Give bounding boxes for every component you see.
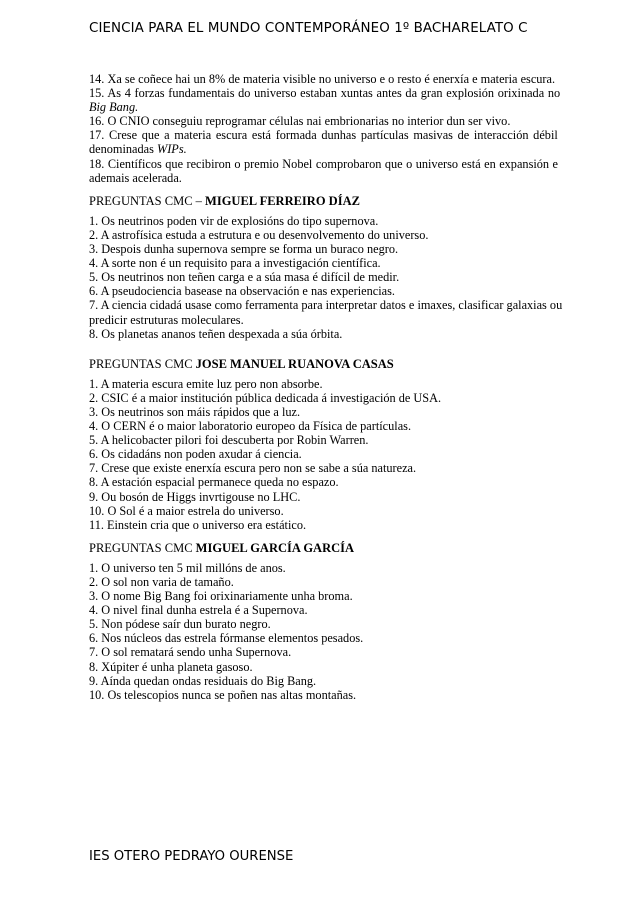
- section-heading: PREGUNTAS CMC MIGUEL GARCÍA GARCÍA: [89, 540, 355, 555]
- list-item: 18. Científicos que recibiron o premio Nobel comprobaron que o universo está en expansión e: [89, 156, 558, 171]
- list-item: 5. Os neutrinos non teñen carga e a súa masa é difícil de medir.: [89, 270, 400, 285]
- page-body: [89, 72, 563, 702]
- list-item: 8. A estación espacial permanece queda no espazo.: [89, 475, 339, 490]
- italic-text: WIPs.: [156, 142, 187, 157]
- list-item: 17. Crese que a materia escura está formada dunhas partículas masivas de interacción débil: [89, 128, 558, 143]
- section-jose-manuel-ruanova: [89, 357, 549, 532]
- list-item: predicir estruturas moleculares.: [89, 312, 244, 327]
- section-heading: PREGUNTAS CMC JOSE MANUEL RUANOVA CASAS: [89, 356, 394, 371]
- list-item: 3. Os neutrinos son máis rápidos que a luz.: [89, 404, 301, 419]
- italic-text: Big Bang.: [89, 100, 139, 115]
- list-item: 5. A helicobacter pilori foi descuberta por Robin Warren.: [89, 433, 369, 448]
- list-item: 2. CSIC é a maior institución pública dedicada á investigación de USA.: [89, 390, 442, 405]
- list-item: [89, 100, 549, 114]
- list-item: ademais acelerada.: [89, 170, 182, 185]
- intro-list: [89, 72, 561, 185]
- list-item: 2. O sol non varia de tamaño.: [89, 575, 234, 589]
- list-item: 7. A ciencia cidadá usase como ferramenta para interpretar datos e imaxes, clasificar galaxias ou: [89, 298, 563, 313]
- list-item: 7. Crese que existe enerxía escura pero non se sabe a súa natureza.: [89, 461, 417, 476]
- list-item: 1. A materia escura emite luz pero non absorbe.: [89, 376, 323, 391]
- list-item: 16. O CNIO conseguiu reprogramar células nai embrionarias no interior dun ser vivo.: [89, 114, 511, 129]
- page-footer: IES OTERO PEDRAYO OURENSE: [89, 849, 294, 864]
- author-name: JOSE MANUEL RUANOVA CASAS: [195, 356, 394, 371]
- list-item: denominadas WIPs.: [89, 142, 187, 157]
- list-item: 3. Despois dunha supernova sempre se forma un buraco negro.: [89, 242, 399, 257]
- list-item: 10. O Sol é a maior estrela do universo.: [89, 503, 284, 518]
- list-item: 9. Aínda quedan ondas residuais do Big Bang.: [89, 673, 317, 688]
- list-item: 11. Einstein cria que o universo era estático.: [89, 517, 307, 532]
- section-miguel-garcia: [89, 541, 549, 702]
- list-item: 14. Xa se coñece hai un 8% de materia visible no universo e o resto é enerxía e materia escura.: [89, 72, 556, 86]
- list-item: 6. A pseudociencia basease na observación e nas experiencias.: [89, 284, 395, 299]
- list-item: 1. Os neutrinos poden vir de explosións do tipo supernova.: [89, 213, 379, 228]
- author-name: MIGUEL FERREIRO DÍAZ: [205, 193, 360, 208]
- page-header: CIENCIA PARA EL MUNDO CONTEMPORÁNEO 1º BACHARELATO C: [89, 21, 528, 36]
- list-item: 3. O nome Big Bang foi orixinariamente unha broma.: [89, 589, 353, 604]
- list-item: 10. Os telescopios nunca se poñen nas altas montañas.: [89, 687, 357, 702]
- list-item: 6. Nos núcleos das estrela fórmanse elementos pesados.: [89, 631, 364, 646]
- list-item: 7. O sol rematará sendo unha Supernova.: [89, 645, 292, 660]
- list-item: 8. Xúpiter é unha planeta gasoso.: [89, 659, 253, 674]
- list-item: 4. A sorte non é un requisito para a investigación científica.: [89, 256, 381, 271]
- list-item: 8. Os planetas ananos teñen despexada a súa órbita.: [89, 326, 343, 341]
- section-miguel-ferreiro: [89, 193, 563, 341]
- list-item: 9. Ou bosón de Higgs invrtigouse no LHC.: [89, 489, 301, 504]
- list-item: 6. Os cidadáns non poden axudar á ciencia.: [89, 447, 302, 462]
- section-heading: PREGUNTAS CMC – MIGUEL FERREIRO DÍAZ: [89, 193, 360, 208]
- author-name: MIGUEL GARCÍA GARCÍA: [195, 540, 355, 555]
- list-item: 2. A astrofísica estuda a estrutura e ou desenvolvemento do universo.: [89, 227, 429, 242]
- list-item: 4. O nivel final dunha estrela é a Supernova.: [89, 603, 308, 618]
- list-item: 1. O universo ten 5 mil millóns de anos.: [89, 560, 286, 575]
- list-item: 15. As 4 forzas fundamentais do universo estaban xuntas antes da gran explosión orixinada no: [89, 86, 561, 101]
- list-item: 4. O CERN é o maior laboratorio europeo da Física de partículas.: [89, 419, 412, 434]
- list-item: 5. Non pódese saír dun burato negro.: [89, 617, 271, 632]
